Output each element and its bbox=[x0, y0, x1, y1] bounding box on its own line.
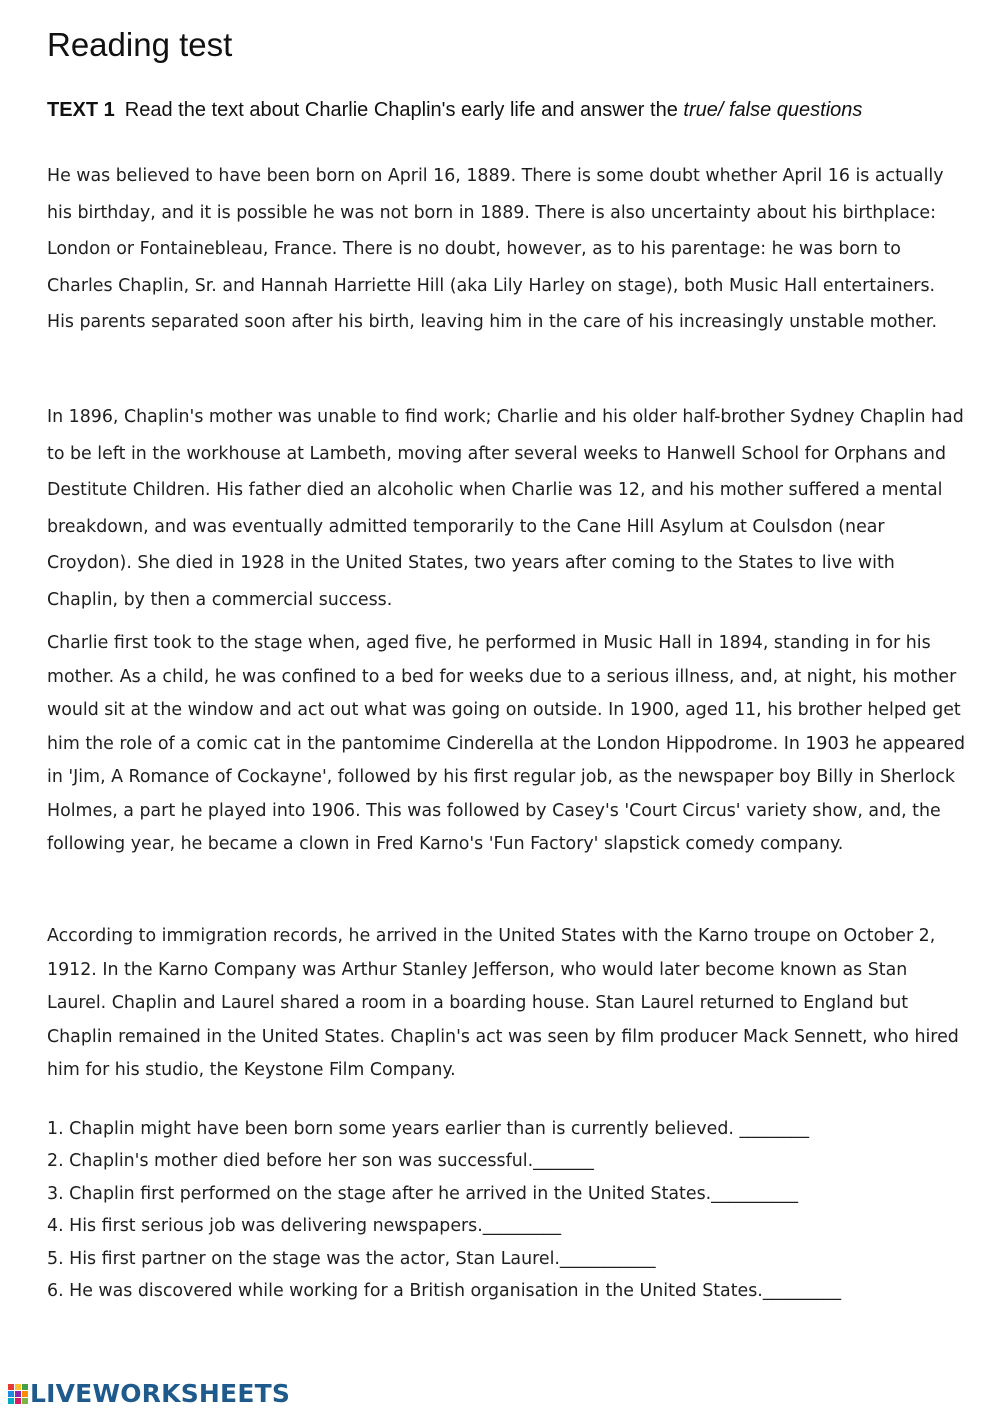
page-title: Reading test bbox=[47, 26, 233, 63]
true-false-questions bbox=[47, 1113, 841, 1307]
logo-square bbox=[8, 1391, 14, 1397]
text-label: TEXT 1 bbox=[47, 99, 115, 121]
logo-square bbox=[8, 1398, 14, 1404]
text-instruction bbox=[47, 99, 862, 122]
question-item: 6. He was discovered while working for a British organisation in the United States._________ bbox=[47, 1280, 842, 1301]
liveworksheets-logo bbox=[8, 1380, 290, 1408]
instruction-text: Read the text about Charlie Chaplin's early life and answer the bbox=[124, 99, 684, 121]
logo-square bbox=[22, 1384, 28, 1390]
logo-grid-icon bbox=[8, 1384, 28, 1404]
paragraph-childhood: In 1896, Chaplin's mother was unable to find work; Charlie and his older half-brother Sydney Chaplin had to be left in the workhouse at Lambeth, moving after several weeks to Hanwell School for Orphans and Destitute Children. His father died an alcoholic when Charlie was 12, and his mother suffered a mental breakdown, and was eventually admitted temporarily to the Cane Hill Asylum at Coulsdon (near Croydon). She died in 1928 in the United States, two years after coming to the States to live with Chaplin, by then a commercial success. bbox=[47, 407, 964, 610]
logo-text: LIVEWORKSHEETS bbox=[30, 1379, 291, 1408]
logo-square bbox=[15, 1384, 21, 1390]
question-item: 2. Chaplin's mother died before her son was successful._______ bbox=[47, 1151, 594, 1172]
question-item: 3. Chaplin first performed on the stage after he arrived in the United States.__________ bbox=[47, 1183, 799, 1204]
paragraph-stage-career: Charlie first took to the stage when, aged five, he performed in Music Hall in 1894, standing in for his mother. As a child, he was confined to a bed for weeks due to a serious illness, and, at night, his mother would sit at the window and act out what was going on outside. In 1900, aged 11, his brother helped get him the role of a comic cat in the pantomime Cinderella at the London Hippodrome. In 1903 he appeared in 'Jim, A Romance of Cockayne', followed by his first regular job, as the newspaper boy Billy in Sherlock Holmes, a part he played into 1906. This was followed by Casey's 'Court Circus' variety show, and, the following year, he became a clown in Fred Karno's 'Fun Factory' slapstick comedy company. bbox=[47, 633, 966, 854]
instruction-emphasis: true/ false questions bbox=[683, 99, 863, 121]
question-item: 1. Chaplin might have been born some years earlier than is currently believed. ________ bbox=[47, 1119, 810, 1139]
logo-square bbox=[15, 1391, 21, 1397]
paragraph-birth: He was believed to have been born on April 16, 1889. There is some doubt whether April 16 is actually his birthday, and it is possible he was not born in 1889. There is also uncertainty about his birthplace: London or Fontainebleau, France. There is no doubt, however, as to his parentage: he was born to Charles Chaplin, Sr. and Hannah Harriette Hill (aka Lily Harley on stage), both Music Hall entertainers. His parents separated soon after his birth, leaving him in the care of his increasingly unstable mother. bbox=[47, 166, 944, 332]
question-item: 4. His first serious job was delivering newspapers._________ bbox=[47, 1216, 562, 1237]
logo-square bbox=[22, 1391, 28, 1397]
logo-square bbox=[15, 1398, 21, 1404]
logo-square bbox=[8, 1384, 14, 1390]
question-item: 5. His first partner on the stage was the actor, Stan Laurel.___________ bbox=[47, 1248, 656, 1269]
paragraph-united-states: According to immigration records, he arrived in the United States with the Karno troupe on October 2, 1912. In the Karno Company was Arthur Stanley Jefferson, who would later become known as Stan Laurel. Chaplin and Laurel shared a room in a boarding house. Stan Laurel returned to England but Chaplin remained in the United States. Chaplin's act was seen by film producer Mack Sennett, who hired him for his studio, the Keystone Film Company. bbox=[47, 926, 959, 1081]
logo-square bbox=[22, 1398, 28, 1404]
